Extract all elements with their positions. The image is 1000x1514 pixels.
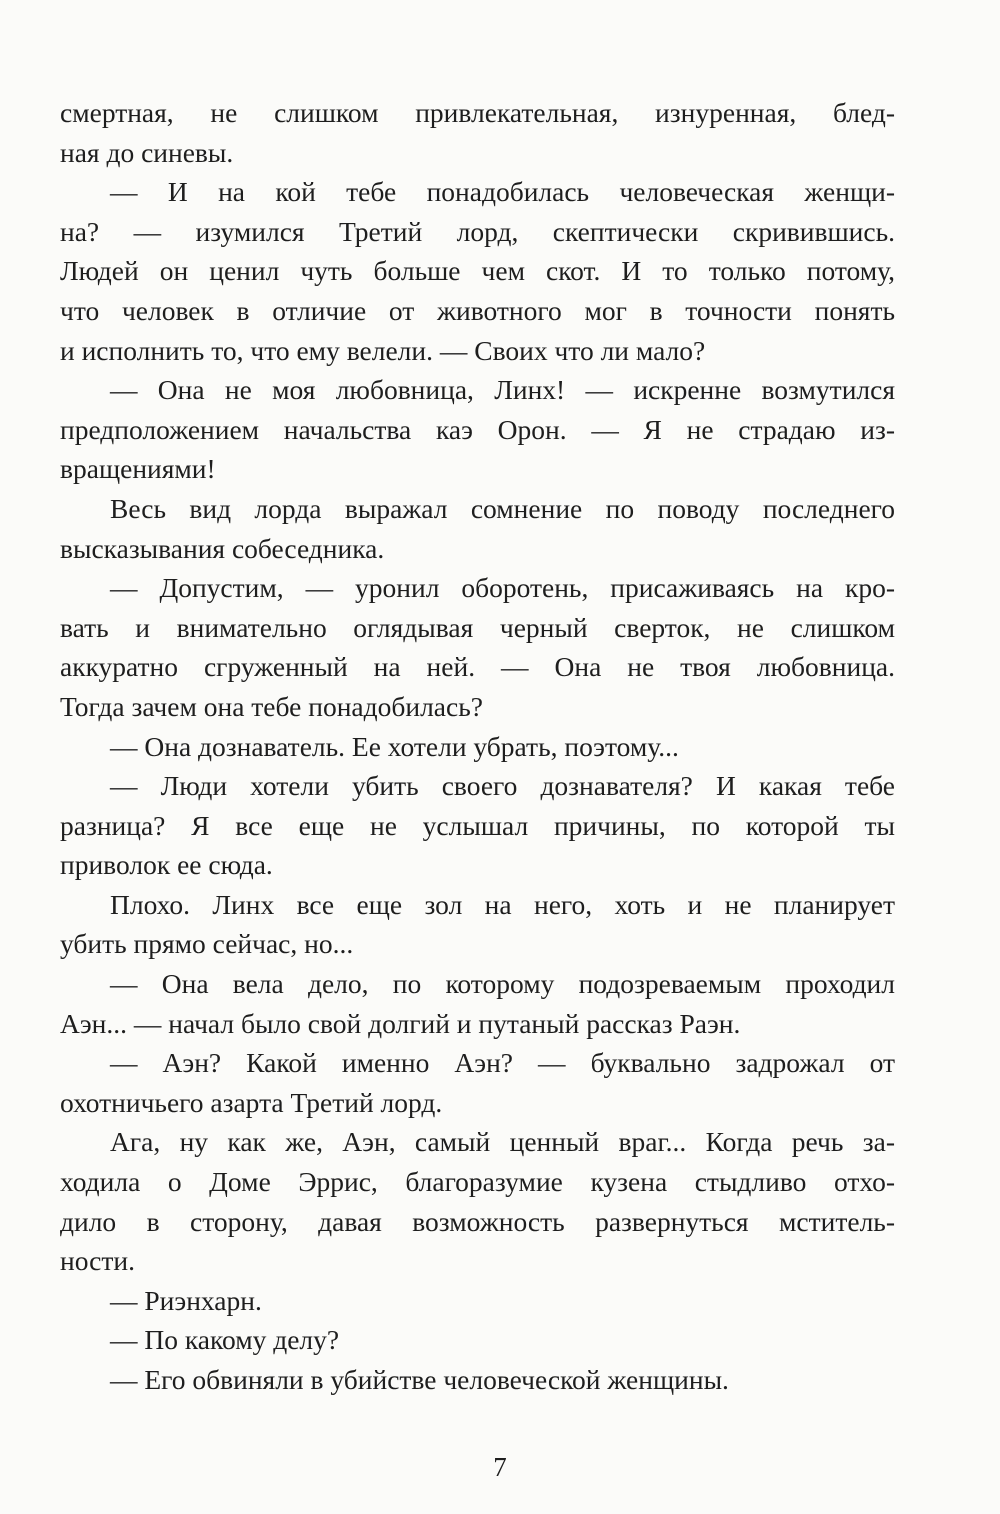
text-line: — Допустим, — уронил оборотень, присаживаясь на кро-: [110, 572, 895, 604]
text-line: разница? Я все еще не услышал причины, по которой ты: [60, 809, 895, 841]
page-body-text: [60, 93, 895, 1400]
text-line: предположением начальства каэ Орон. — Я не страдаю из-: [60, 413, 895, 445]
text-line: ная до синевы.: [60, 136, 234, 168]
text-line: убить прямо сейчас, но...: [60, 928, 354, 960]
text-line: Тогда зачем она тебе понадобилась?: [60, 690, 483, 722]
page-number: 7: [493, 1452, 507, 1482]
text-line: охотничьего азарта Третий лорд.: [60, 1086, 443, 1118]
text-line: смертная, не слишком привлекательная, изнуренная, блед-: [60, 97, 895, 128]
text-line: Ага, ну как же, Аэн, самый ценный враг... Когда речь за-: [110, 1126, 895, 1158]
text-line: — И на кой тебе понадобилась человеческая женщи-: [110, 176, 895, 208]
text-line: — Риэнхарн.: [110, 1284, 262, 1316]
text-line: — Она дознаватель. Ее хотели убрать, поэтому...: [110, 730, 679, 762]
text-line: приволок ее сюда.: [60, 849, 273, 881]
text-line: вать и внимательно оглядывая черный сверток, не слишком: [60, 611, 895, 643]
text-line: Плохо. Линх все еще зол на него, хоть и не планирует: [110, 888, 895, 920]
text-line: — По какому делу?: [110, 1324, 340, 1356]
text-line: Людей он ценил чуть больше чем скот. И то только потому,: [60, 255, 895, 287]
text-line: высказывания собеседника.: [60, 532, 385, 564]
text-line: Аэн... — начал было свой долгий и путаный рассказ Раэн.: [60, 1007, 741, 1039]
text-line: ности.: [60, 1245, 135, 1277]
text-line: ходила о Доме Эррис, благоразумие кузена стыдливо отхо-: [60, 1166, 895, 1198]
text-line: дило в сторону, давая возможность развернуться мститель-: [60, 1205, 895, 1237]
text-line: и исполнить то, что ему велели. — Своих что ли мало?: [60, 334, 706, 366]
text-line: — Люди хотели убить своего дознавателя? И какая тебе: [110, 770, 895, 802]
text-line: — Его обвиняли в убийстве человеческой женщины.: [110, 1364, 729, 1395]
text-line: — Она вела дело, по которому подозреваемым проходил: [110, 968, 895, 1000]
text-line: Весь вид лорда выражал сомнение по поводу последнего: [110, 492, 895, 524]
text-line: — Она не моя любовница, Линх! — искренне возмутился: [110, 374, 895, 406]
text-line: вращениями!: [60, 453, 216, 485]
text-line: что человек в отличие от животного мог в точности понять: [60, 294, 895, 326]
text-line: на? — изумился Третий лорд, скептически скривившись.: [60, 215, 895, 247]
text-line: — Аэн? Какой именно Аэн? — буквально задрожал от: [110, 1047, 895, 1079]
text-line: аккуратно сгруженный на ней. — Она не твоя любовница.: [60, 651, 895, 683]
